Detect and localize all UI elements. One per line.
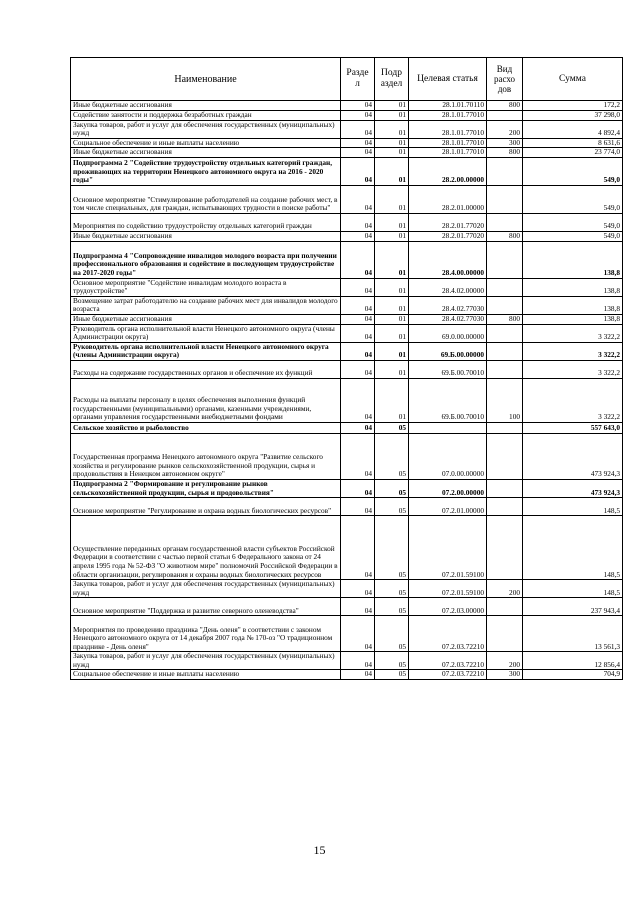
row-subsection: 01 [375,278,409,296]
header-section: Разде л [341,58,375,101]
row-subsection: 01 [375,138,409,148]
row-subsection: 01 [375,157,409,185]
row-section: 04 [341,516,375,580]
row-section: 04 [341,138,375,148]
row-target: 28.1.01.77010 [409,110,487,120]
row-subsection: 01 [375,241,409,278]
row-type: 800 [487,101,523,111]
table-row [71,342,623,360]
row-name: Расходы на выплаты персоналу в целях обеспечения выполнения функций государственными (муниципальными) органами, казенными учреждениями, органами управления государственными внебюджетными фондами [71,378,341,422]
row-type [487,185,523,213]
table-row [71,138,623,148]
row-target: 69.Б.00.70010 [409,378,487,422]
row-name: Подпрограмма 4 "Сопровождение инвалидов молодого возраста при получении профессионального образования и содействие в последующем трудоустройстве на 2017-2020 годы" [71,241,341,278]
budget-table [70,57,623,680]
row-subsection: 01 [375,296,409,314]
row-subsection: 01 [375,314,409,324]
row-sum: 148,5 [523,516,623,580]
table-row [71,422,623,433]
row-target: 28.2.00.00000 [409,157,487,185]
row-section: 04 [341,324,375,342]
row-target: 28.4.02.00000 [409,278,487,296]
row-type: 800 [487,231,523,241]
row-section: 04 [341,314,375,324]
row-type [487,278,523,296]
row-name: Основное мероприятие "Регулирование и охрана водных биологических ресурсов" [71,498,341,516]
row-type [487,213,523,231]
row-subsection: 01 [375,110,409,120]
row-type: 200 [487,580,523,598]
table-header-row [71,58,623,101]
row-target: 28.2.01.77020 [409,213,487,231]
row-section: 04 [341,580,375,598]
row-section: 04 [341,157,375,185]
table-row [71,110,623,120]
row-section: 04 [341,278,375,296]
table-row [71,580,623,598]
row-target: 07.2.01.59100 [409,516,487,580]
row-target: 69.0.00.00000 [409,324,487,342]
row-subsection: 01 [375,231,409,241]
row-type: 200 [487,120,523,138]
row-section: 04 [341,598,375,616]
table-row [71,231,623,241]
row-sum: 148,5 [523,498,623,516]
row-type: 800 [487,148,523,158]
row-type: 200 [487,652,523,670]
row-sum: 3 322,2 [523,342,623,360]
row-section: 04 [341,498,375,516]
row-target: 07.2.00.00000 [409,479,487,497]
row-name: Иные бюджетные ассигнования [71,101,341,111]
row-section: 04 [341,652,375,670]
row-subsection: 05 [375,433,409,479]
row-type [487,516,523,580]
row-name: Осуществление переданных органам государственной власти субъектов Российской Федерации в соответствии с частью первой статьи 6 Федерального закона от 24 апреля 1995 года № 52-ФЗ "О животном мире" полномочий Российской Федерации в области организации, регулирования и охраны водных биологических ресурсов [71,516,341,580]
row-sum: 3 322,2 [523,324,623,342]
row-subsection: 01 [375,101,409,111]
row-section: 04 [341,120,375,138]
row-name: Руководитель органа исполнительной власти Ненецкого автономного округа (члены Администрации округа) [71,342,341,360]
row-subsection: 01 [375,148,409,158]
row-target: 28.1.01.77010 [409,148,487,158]
header-sum: Сумма [523,58,623,101]
row-type [487,296,523,314]
row-type [487,241,523,278]
row-section: 04 [341,110,375,120]
row-section: 04 [341,422,375,433]
row-section: 04 [341,101,375,111]
row-type [487,342,523,360]
table-row [71,433,623,479]
row-sum: 704,9 [523,670,623,680]
row-subsection: 05 [375,516,409,580]
row-target: 28.1.01.77010 [409,138,487,148]
row-subsection: 05 [375,616,409,652]
row-subsection: 05 [375,652,409,670]
header-name: Наименование [71,58,341,101]
row-name: Основное мероприятие "Поддержка и развитие северного оленеводства" [71,598,341,616]
row-name: Закупка товаров, работ и услуг для обеспечения государственных (муниципальных) нужд [71,580,341,598]
table-row [71,241,623,278]
row-target: 28.4.00.00000 [409,241,487,278]
row-name: Закупка товаров, работ и услуг для обеспечения государственных (муниципальных) нужд [71,652,341,670]
row-section: 04 [341,433,375,479]
row-target: 07.0.00.00000 [409,433,487,479]
row-name: Мероприятия по проведению праздника "День оленя" в соответствии с законом Ненецкого автономного округа от 14 декабря 2007 года № 170-оз "О традиционном празднике - День оленя" [71,616,341,652]
table-row [71,598,623,616]
row-sum: 138,8 [523,241,623,278]
row-target: 69.Б.00.70010 [409,360,487,378]
row-name: Закупка товаров, работ и услуг для обеспечения государственных (муниципальных) нужд [71,120,341,138]
row-subsection: 01 [375,185,409,213]
row-sum: 557 643,0 [523,422,623,433]
row-sum: 473 924,3 [523,479,623,497]
row-target [409,422,487,433]
row-sum: 3 322,2 [523,360,623,378]
row-target: 28.2.01.00000 [409,185,487,213]
row-type [487,110,523,120]
row-section: 04 [341,148,375,158]
row-section: 04 [341,296,375,314]
row-name: Расходы на содержание государственных органов и обеспечение их функций [71,360,341,378]
row-sum: 12 856,4 [523,652,623,670]
row-target: 28.2.01.77020 [409,231,487,241]
table-row [71,148,623,158]
row-type [487,422,523,433]
table-row [71,185,623,213]
row-subsection: 05 [375,498,409,516]
table-row [71,479,623,497]
row-name: Государственная программа Ненецкого автономного округа "Развитие сельского хозяйства и регулирование рынков сельскохозяйственной продукции, сырья и продовольствия в Ненецком автономном округе" [71,433,341,479]
row-section: 04 [341,616,375,652]
row-sum: 8 631,6 [523,138,623,148]
row-subsection: 01 [375,324,409,342]
table-row [71,616,623,652]
table-row [71,498,623,516]
row-name: Иные бюджетные ассигнования [71,231,341,241]
header-subsection: Подр аздел [375,58,409,101]
row-target: 28.4.02.77030 [409,296,487,314]
table-row [71,670,623,680]
row-target: 07.2.03.72210 [409,652,487,670]
row-type: 300 [487,138,523,148]
row-section: 04 [341,360,375,378]
row-sum: 237 943,4 [523,598,623,616]
row-sum: 138,8 [523,314,623,324]
row-sum: 37 298,0 [523,110,623,120]
table-row [71,278,623,296]
table-body [71,101,623,680]
row-target: 28.4.02.77030 [409,314,487,324]
row-subsection: 05 [375,580,409,598]
row-sum: 473 924,3 [523,433,623,479]
table-row [71,360,623,378]
row-target: 69.Б.00.00000 [409,342,487,360]
row-sum: 13 561,3 [523,616,623,652]
row-target: 07.2.03.00000 [409,598,487,616]
row-name: Содействие занятости и поддержка безработных граждан [71,110,341,120]
row-section: 04 [341,342,375,360]
row-subsection: 01 [375,120,409,138]
row-sum: 549,0 [523,157,623,185]
row-name: Иные бюджетные ассигнования [71,314,341,324]
row-sum: 138,8 [523,278,623,296]
row-type [487,498,523,516]
row-name: Возмещение затрат работодателю на создание рабочих мест для инвалидов молодого возраста [71,296,341,314]
row-name: Основное мероприятие "Содействие инвалидам молодого возраста в трудоустройстве" [71,278,341,296]
row-name: Руководитель органа исполнительной власти Ненецкого автономного округа (члены Администрации округа) [71,324,341,342]
row-section: 04 [341,213,375,231]
header-type: Вид расхо дов [487,58,523,101]
row-target: 07.2.01.59100 [409,580,487,598]
row-section: 04 [341,378,375,422]
row-sum: 549,0 [523,185,623,213]
table-row [71,157,623,185]
row-target: 07.2.03.72210 [409,670,487,680]
table-row [71,378,623,422]
row-name: Социальное обеспечение и иные выплаты населению [71,138,341,148]
table-row [71,324,623,342]
row-sum: 549,0 [523,213,623,231]
row-name: Сельское хозяйство и рыболовство [71,422,341,433]
row-type [487,598,523,616]
row-sum: 148,5 [523,580,623,598]
row-sum: 549,0 [523,231,623,241]
row-name: Подпрограмма 2 "Формирование и регулирование рынков сельскохозяйственной продукции, сырья и продовольствия" [71,479,341,497]
table-row [71,314,623,324]
row-section: 04 [341,185,375,213]
row-subsection: 05 [375,422,409,433]
row-subsection: 01 [375,360,409,378]
row-subsection: 01 [375,213,409,231]
table-row [71,516,623,580]
row-section: 04 [341,670,375,680]
row-sum: 4 892,4 [523,120,623,138]
row-sum: 138,8 [523,296,623,314]
row-name: Основное мероприятие "Стимулирование работодателей на создание рабочих мест, в том числе специальных, для граждан, испытывающих трудности в поиске работы" [71,185,341,213]
row-target: 07.2.03.72210 [409,616,487,652]
row-section: 04 [341,479,375,497]
row-section: 04 [341,241,375,278]
row-target: 28.1.01.70110 [409,101,487,111]
row-type: 300 [487,670,523,680]
row-type [487,433,523,479]
row-subsection: 05 [375,598,409,616]
row-sum: 23 774,0 [523,148,623,158]
row-type [487,616,523,652]
row-subsection: 01 [375,378,409,422]
table-row [71,120,623,138]
row-target: 07.2.01.00000 [409,498,487,516]
row-type [487,479,523,497]
table-row [71,296,623,314]
row-section: 04 [341,231,375,241]
table-row [71,213,623,231]
row-type: 800 [487,314,523,324]
row-type: 100 [487,378,523,422]
row-name: Мероприятия по содействию трудоустройству отдельных категорий граждан [71,213,341,231]
row-type [487,324,523,342]
row-type [487,157,523,185]
page-number: 15 [313,843,326,857]
table-row [71,652,623,670]
row-type [487,360,523,378]
row-name: Социальное обеспечение и иные выплаты населению [71,670,341,680]
row-name: Иные бюджетные ассигнования [71,148,341,158]
row-subsection: 01 [375,342,409,360]
header-target: Целевая статья [409,58,487,101]
table-row [71,101,623,111]
row-sum: 172,2 [523,101,623,111]
row-subsection: 05 [375,670,409,680]
row-target: 28.1.01.77010 [409,120,487,138]
row-name: Подпрограмма 2 "Содействие трудоустройству отдельных категорий граждан, проживающих на территории Ненецкого автономного округа на 2016 - 2020 годы" [71,157,341,185]
row-subsection: 05 [375,479,409,497]
row-sum: 3 322,2 [523,378,623,422]
